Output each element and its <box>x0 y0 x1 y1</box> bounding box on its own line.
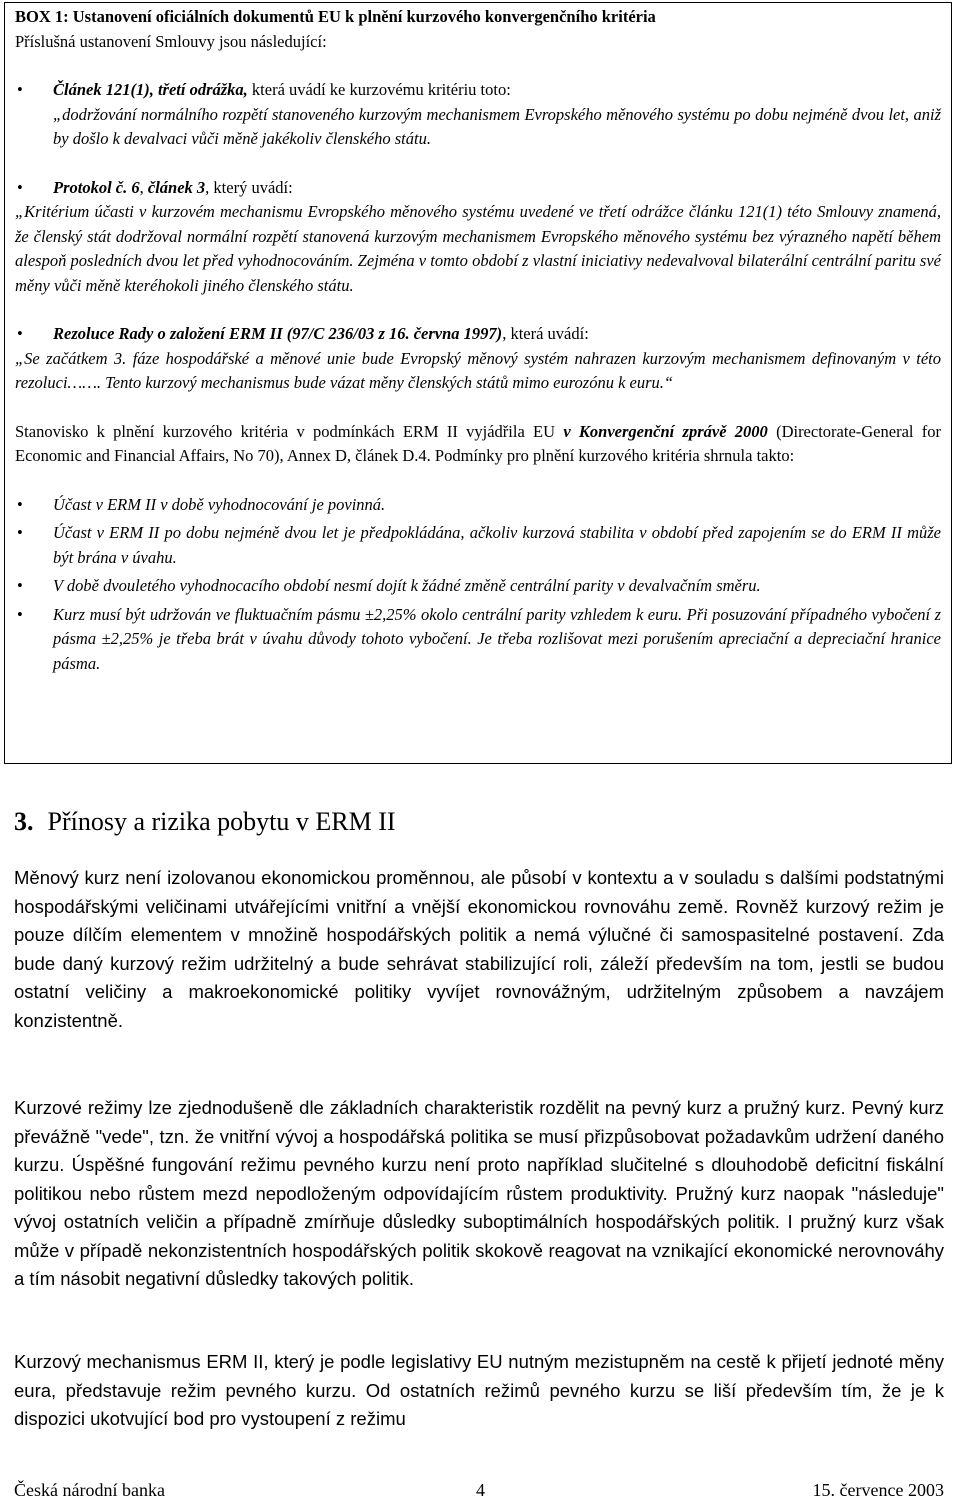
box-intro: Příslušná ustanovení Smlouvy jsou následující: <box>15 31 327 51</box>
section-title: Přínosy a rizika pobytu v ERM II <box>47 807 396 836</box>
bullet-icon: • <box>17 523 23 542</box>
body-paragraph-2: Kurzové režimy lze zjednodušeně dle základních charakteristik rozdělit na pevný kurz a pružný kurz. Pevný kurz převážně "vede", tzn. že vnitřní vývoj a hospodářská politika se musí přizpůsobovat požadavkům udržení daného kurzu. Úspěšné fungování režimu pevného kurzu není proto například slučitelné s dlouhodobě deficitní fiskální politikou nebo růstem mezd nepodloženým odpovídajícím růstem produktivity. Pružný kurz naopak "následuje" vývoj ostatních veličin a případně zmírňuje důsledky suboptimálních hospodářských politik. I pružný kurz však může v případě nekonzistentních hospodářských politik skokově reagovat na vznikající ekonomické nerovnováhy a tím násobit negativní důsledky takových politik. <box>14 1097 944 1289</box>
bullet-protocol-6: • Protokol č. 6, článek 3, který uvádí: <box>15 176 941 201</box>
quote-council-resolution: „Se začátkem 3. fáze hospodářské a měnové unie bude Evropský měnový systém nahrazen kurzovým mechanismem definovaným v této rezoluci……. Tento kurzový mechanismus bude vázat měny členských států mimo eurozónu k euru.“ <box>15 348 941 392</box>
footer-date: 15. července 2003 <box>812 1480 944 1500</box>
footer-page-number: 4 <box>476 1480 485 1500</box>
section-heading <box>14 806 396 838</box>
body-paragraph-3: Kurzový mechanismus ERM II, který je podle legislativy EU nutným mezistupněm na cestě k přijetí jednoté měny eura, představuje režim pevného kurzu. Od ostatních režimů pevného kurzu se liší především tím, že je k dispozici ukotvující bod pro vystoupení z režimu <box>14 1351 944 1429</box>
page-footer <box>14 1478 944 1502</box>
condition-item: • V době dvouletého vyhodnocacího období nesmí dojít k žádné změně centrální parity v devalvačním směru. <box>15 574 941 599</box>
bullet-article-121: • Článek 121(1), třetí odrážka, která uvádí ke kurzovému kritériu toto: „dodržování normálního rozpětí stanoveného kurzovým mechanismem Evropského měnového systému po dobu nejméně dvou let, aniž by došlo k devalvaci vůči měně jakékoliv členského státu. <box>15 78 941 152</box>
ref-article-3: článek 3 <box>147 177 206 197</box>
ref-convergence-report: v Konvergenční zprávě 2000 <box>563 421 768 441</box>
bullet-icon: • <box>17 604 23 624</box>
stanovisko-paragraph: Stanovisko k plnění kurzového kritéria v podmínkách ERM II vyjádřila EU v Konvergenční zprávě 2000 (Directorate-General for Economic and Financial Affairs, No 70), Annex D, článek D.4. Podmínky pro plnění kurzového kritéria shrnula takto: <box>15 421 941 465</box>
box-1 <box>4 2 952 764</box>
bullet-icon: • <box>17 576 23 595</box>
condition-item: • Účast v ERM II po dobu nejméně dvou let je předpokládána, ačkoliv kurzová stabilita v období před zapojením se do ERM II může být brána v úvahu. <box>17 523 941 567</box>
quote-article-121: „dodržování normálního rozpětí stanoveného kurzovým mechanismem Evropského měnového systému po dobu nejméně dvou let, aniž by došlo k devalvaci vůči měně jakékoliv členského státu. <box>53 104 941 148</box>
bullet-icon: • <box>17 494 23 514</box>
bullet-icon: • <box>17 324 23 343</box>
bullet-icon: • <box>17 177 23 197</box>
footer-organization: Česká národní banka <box>14 1480 165 1500</box>
box-title: BOX 1: Ustanovení oficiálních dokumentů EU k plnění kurzového konvergenčního kritéria <box>15 7 656 26</box>
ref-council-resolution: Rezoluce Rady o založení ERM II (97/C 236/03 z 16. června 1997) <box>53 324 503 343</box>
bullet-icon: • <box>17 80 23 99</box>
ref-protocol-6: Protokol č. 6 <box>53 177 140 197</box>
quote-protocol-6: „Kritérium účasti v kurzovém mechanismu Evropského měnového systému uvedené ve třetí odrážce článku 121(1) této Smlouvy znamená, že členský stát dodržoval normální rozpětí stanovená kurzovým mechanismem Evropského měnového systému bez výrazného napětí během alespoň posledních dvou let před vyhodnocováním. Zejména v tomto období z vlastní iniciativy nedevalvoval bilaterální centrální paritu své měny vůči měně kteréhokoli jiného členského státu. <box>15 202 941 295</box>
body-paragraph-1: Měnový kurz není izolovanou ekonomickou proměnnou, ale působí v kontextu a v souladu s dalšími podstatnými hospodářskými veličinami utvářejícími vnitřní a vnější ekonomickou rovnováhu země. Rovněž kurzový režim je pouze dílčím elementem v množině hospodářských politik a nemá výlučné či samospasitelné postavení. Zda bude daný kurzový režim udržitelný a bude sehrávat stabilizující roli, záleží především na tom, jestli se budou ostatní veličiny a makroekonomické politiky vyvíjet rovnovážným, udržitelným způsobem a navzájem konzistentně. <box>14 867 944 1031</box>
bullet-council-resolution: • Rezoluce Rady o založení ERM II (97/C 236/03 z 16. června 1997), která uvádí: <box>15 322 941 347</box>
condition-item: • Kurz musí být udržován ve fluktuačním pásmu ±2,25% okolo centrální parity vzhledem k euru. Při posuzování případného vybočení z pásma ±2,25% je třeba brát v úvahu důvody tohoto vybočení. Je třeba rozlišovat mezi porušením apreciační a depreciační hranice pásma. <box>17 604 941 673</box>
condition-item: • Účast v ERM II v době vyhodnocování je povinná. <box>15 493 941 518</box>
section-number: 3. <box>14 807 34 836</box>
ref-article-121: Článek 121(1), třetí odrážka, <box>53 80 248 99</box>
